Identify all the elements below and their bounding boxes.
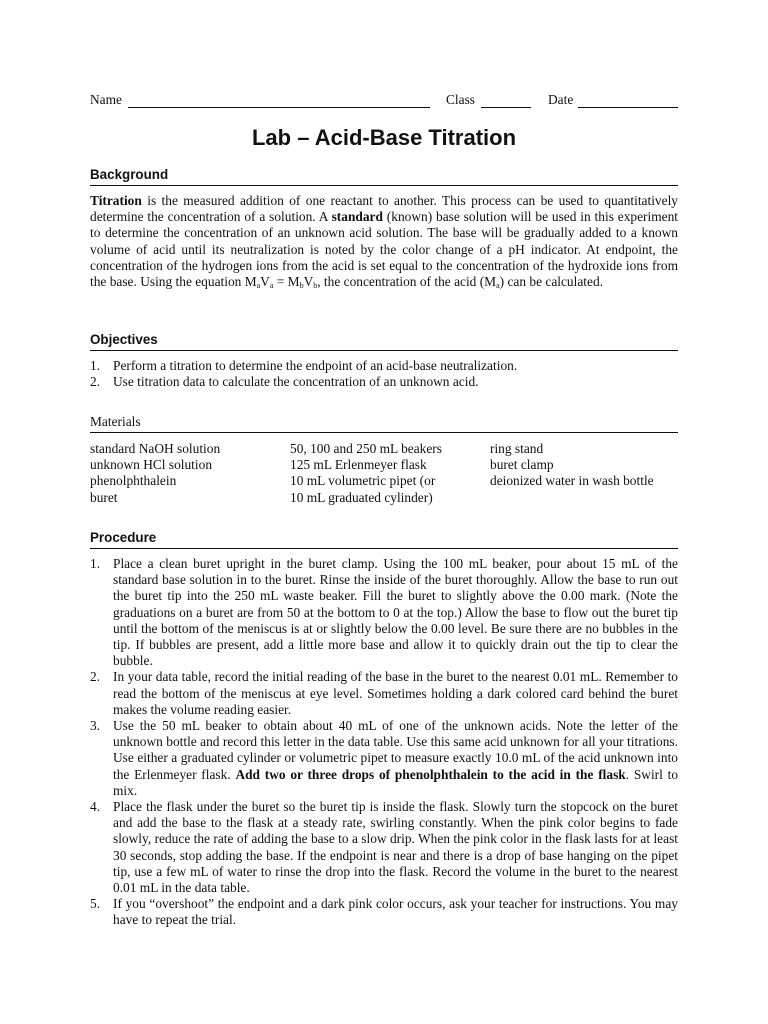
date-field-line[interactable] xyxy=(578,107,678,108)
material-item: 10 mL volumetric pipet (or xyxy=(290,473,436,489)
background-paragraph: Titration is the measured addition of one reactant to another. This process can be used to quantitatively determine the concentration of a solution. A standard (known) base solution will be used in this experiment to determine the concentration of an unknown acid solution. The base will be gradually added to a known volume of acid until its neutralization is noted by the color change of a pH indicator. At endpoint, the concentration of the hydrogen ions from the acid is set equal to the concentration of the hydroxide ions from the base. Using the equation $M_aV_a = M_bV_b$, the concentration of the acid $(M_a)$ can be calculated. xyxy=(90,193,678,291)
procedure-step-4: 4. Place the flask under the buret so the buret tip is inside the flask. Slowly turn the stopcock on the buret and add the base to the flask at a steady rate, swirling constantly. When the pink color begins to fade slowly, reduce the rate of adding the base to a slow drip. When the pink color in the flask lasts for at least 30 seconds, stop adding the base. If the endpoint is near and there is a drop of base hanging on the pipet tip, use a few mL of water to rinse the drop into the flask. Record the volume in the buret to the nearest 0.01 mL in the data table. xyxy=(90,799,678,896)
objectives-list xyxy=(90,358,678,390)
procedure-step-1: 1. Place a clean buret upright in the buret clamp. Using the 100 mL beaker, pour about 15 mL of the standard base solution in to the buret. Rinse the inside of the buret thoroughly. Allow the base to run out the buret tip into the 250 mL waste beaker. Fill the buret to slightly above the 0.00 mark. (Note the graduations on a buret are from 50 at the bottom to 0 at the top.) Allow the base to flow out the buret tip until the bottom of the meniscus is at or slightly below the 0.00 level. Be sure there are no bubbles in the tip. If bubbles are present, add a little more base and allow it to quickly drain out the tip to clear the bubble. xyxy=(90,556,678,669)
material-item: phenolphthalein xyxy=(90,473,177,489)
procedure-step-5: 5. If you “overshoot” the endpoint and a dark pink color occurs, ask your teacher for instructions. You may have to repeat the trial. xyxy=(90,896,678,928)
material-item: 50, 100 and 250 mL beakers xyxy=(290,441,442,456)
background-heading: Background xyxy=(90,167,678,186)
material-item: deionized water in wash bottle xyxy=(490,473,654,489)
materials-column-3 xyxy=(490,441,654,490)
date-label: Date xyxy=(548,92,574,107)
material-item: buret clamp xyxy=(490,457,554,473)
term-standard: standard xyxy=(331,209,383,225)
procedure-heading: Procedure xyxy=(90,530,678,549)
page-title: Lab – Acid-Base Titration xyxy=(251,125,517,150)
list-item: 1. Perform a titration to determine the endpoint of an acid-base neutralization. xyxy=(90,358,518,373)
name-label: Name xyxy=(90,92,122,107)
material-item: 10 mL graduated cylinder) xyxy=(290,489,433,505)
material-item: standard NaOH solution xyxy=(90,441,221,456)
student-info-bar xyxy=(90,92,678,110)
class-label: Class xyxy=(446,92,476,107)
materials-column-2 xyxy=(290,441,442,506)
procedure-step-2: 2. In your data table, record the initial reading of the base in the buret to the nearest 0.01 mL. Remember to read the bottom of the meniscus at eye level. Sometimes holding a dark colored card behind the buret makes the volume reading easier. xyxy=(90,669,678,717)
list-item: 2. Use titration data to calculate the concentration of an unknown acid. xyxy=(90,374,479,390)
procedure-list xyxy=(90,556,678,929)
material-item: unknown HCl solution xyxy=(90,457,213,473)
material-item: 125 mL Erlenmeyer flask xyxy=(290,457,427,473)
term-titration: Titration xyxy=(90,193,142,208)
materials-column-1 xyxy=(90,441,220,506)
materials-heading: Materials xyxy=(90,414,678,433)
objectives-heading: Objectives xyxy=(90,332,678,351)
material-item: ring stand xyxy=(490,441,544,456)
class-field-line[interactable] xyxy=(481,107,531,108)
name-field-line[interactable] xyxy=(128,107,430,108)
procedure-step-3: 3. Use the 50 mL beaker to obtain about 40 mL of one of the unknown acids. Note the letter of the unknown bottle and record this letter in the data table. Use this same acid unknown for all your titrations. Use either a graduated cylinder or volumetric pipet to measure exactly 10.0 mL of the acid unknown into the Erlenmeyer flask. Add two or three drops of phenolphthalein to the acid in the flask. Swirl to mix. xyxy=(90,718,679,798)
material-item: buret xyxy=(90,489,118,505)
